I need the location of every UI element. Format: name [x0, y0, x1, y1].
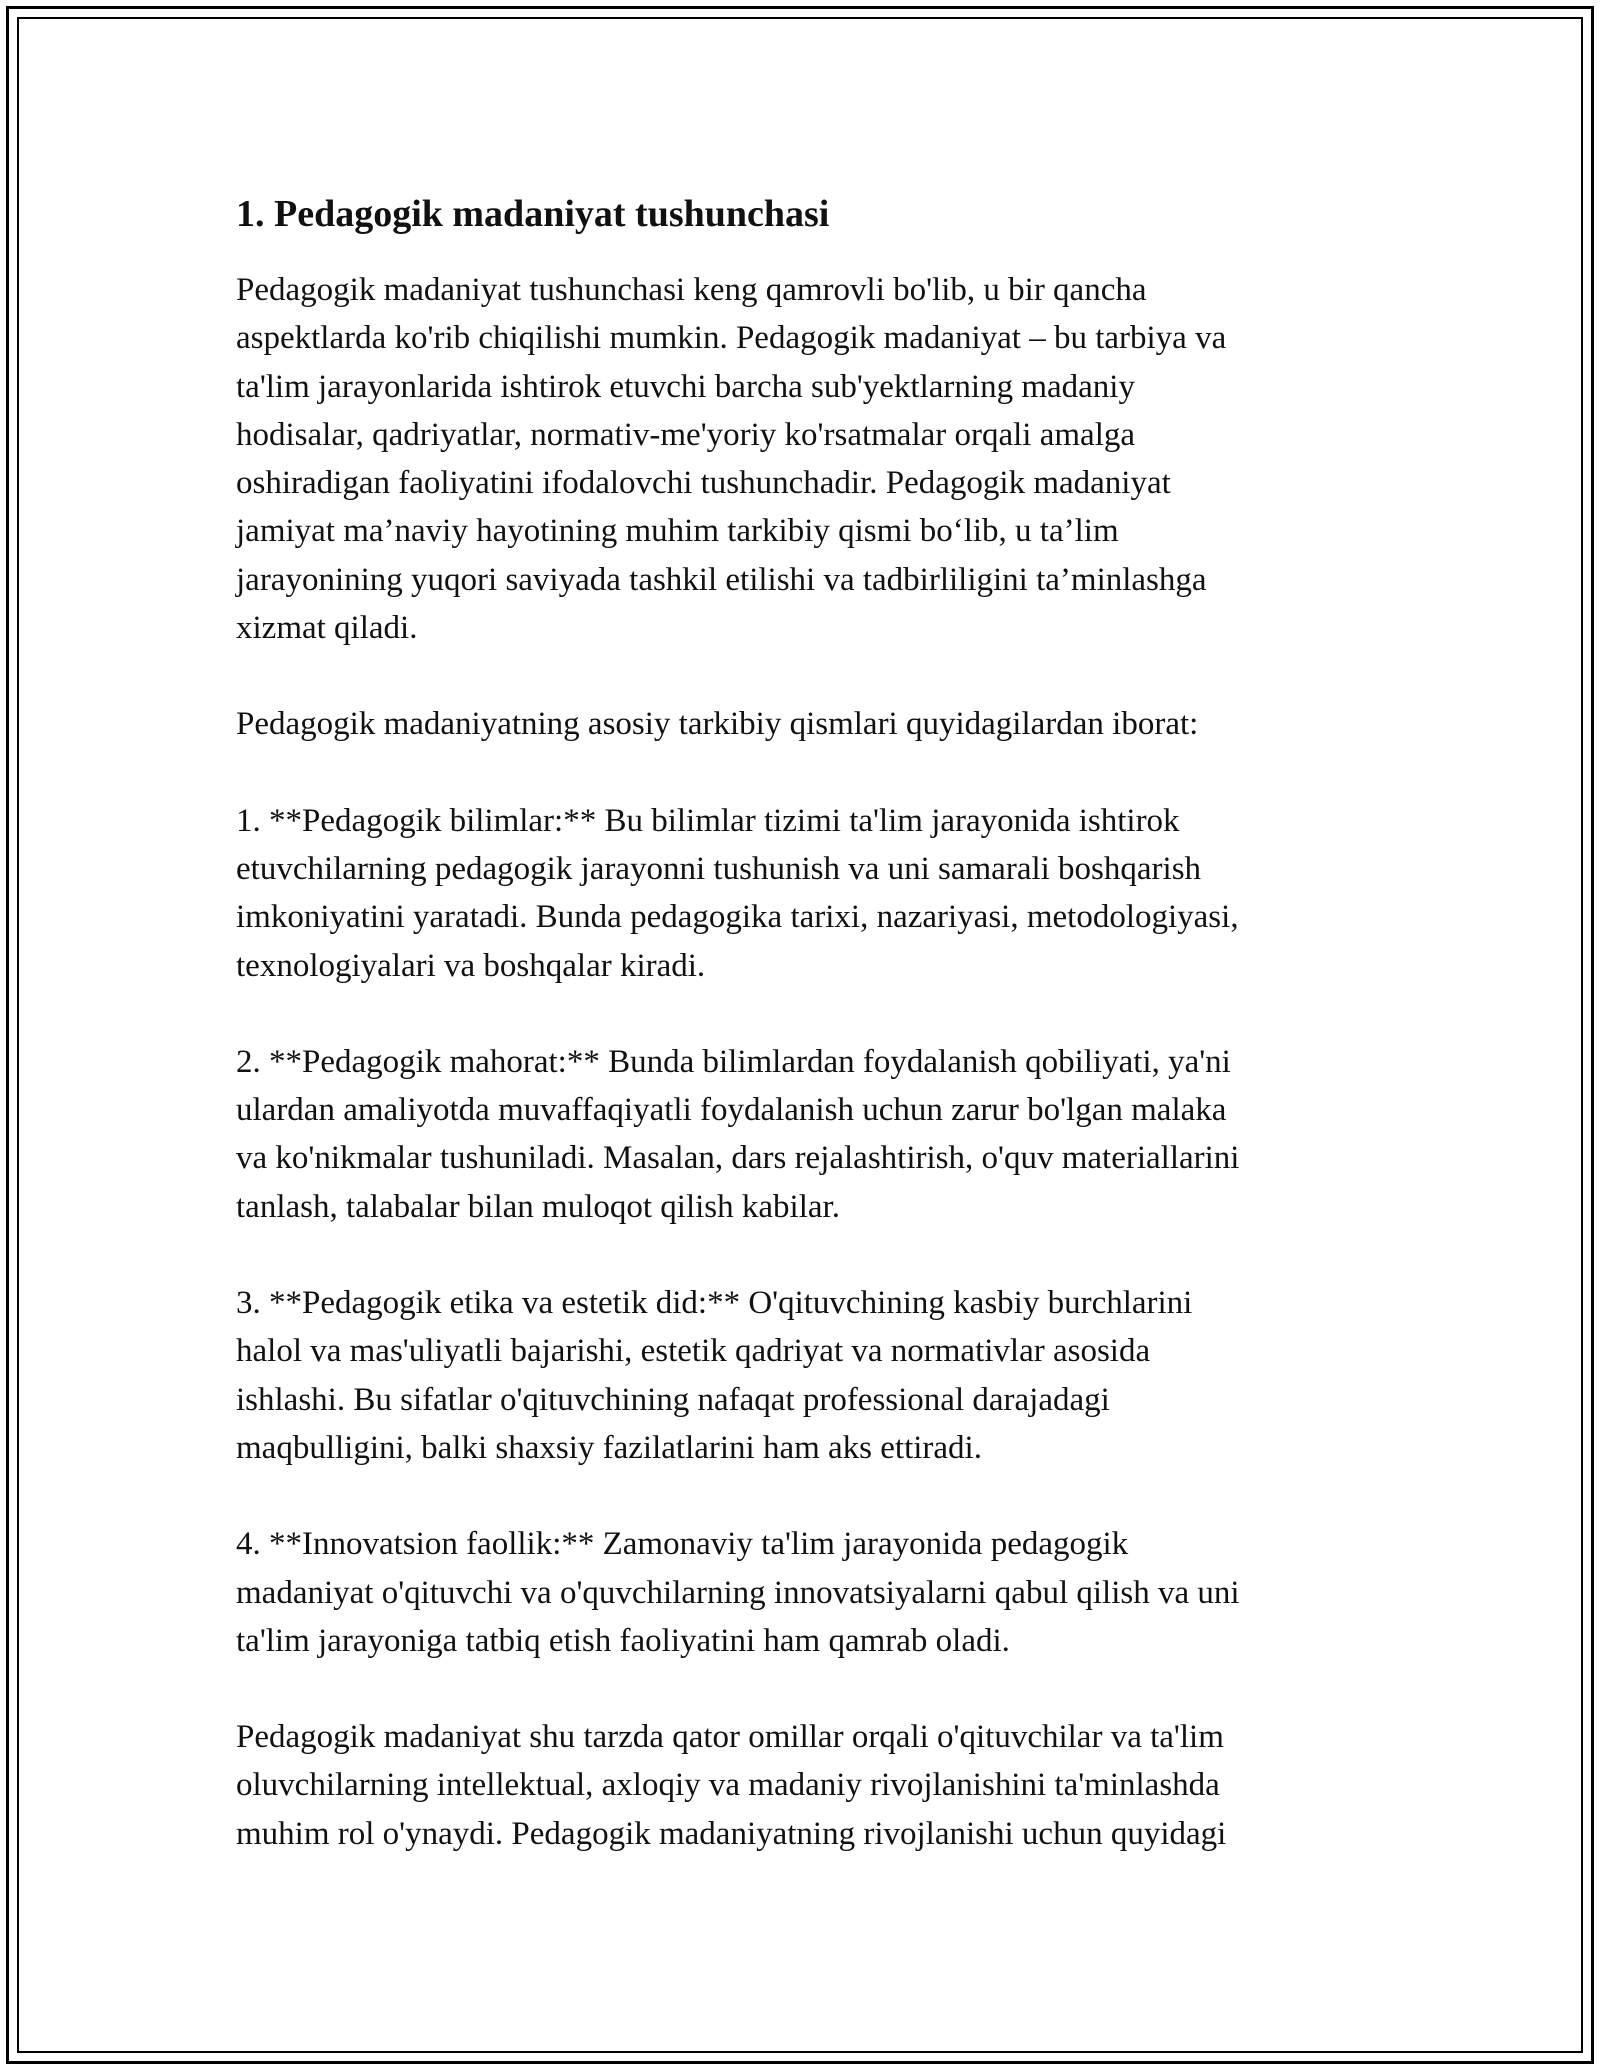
intro-paragraph: Pedagogik madaniyat tushunchasi keng qamrovli bo'lib, u bir qancha aspektlarda ko'rib chiqilishi mumkin. Pedagogik madaniyat – bu tarbiya va ta'lim jarayonlarida ishtirok etuvchi barcha sub'yektlarning madaniy hodisalar, qadriyatlar, normativ-me'yoriy ko'rsatmalar orqali amalga oshiradigan faoliyatini ifodalovchi tushunchadir. Pedagogik madaniyat jamiyat ma’naviy hayotining muhim tarkibiy qismi bo‘lib, u ta’lim jarayonining yuqori saviyada tashkil etilishi va tadbirliligini ta’minlashga xizmat qiladi. — [236, 272, 1227, 647]
components-intro-paragraph: Pedagogik madaniyatning asosiy tarkibiy qismlari quyidagilardan iborat: — [236, 706, 1199, 743]
list-item-innovative-activity: 4. **Innovatsion faollik:** Zamonaviy ta'lim jarayonida pedagogik madaniyat o'qituvchi va o'quvchilarning innovatsiyalarni qabul qilish va uni ta'lim jarayoniga tatbiq etish faoliyatini ham qamrab oladi. — [236, 1526, 1240, 1659]
list-item-ethics-aesthetics: 3. **Pedagogik etika va estetik did:** O'qituvchining kasbiy burchlarini halol va mas'uliyatli bajarishi, estetik qadriyat va normativlar asosida ishlashi. Bu sifatlar o'qituvchining nafaqat professional darajadagi maqbulligini, balki shaxsiy fazilatlarini ham aks ettiradi. — [236, 1285, 1193, 1466]
list-item-pedagogical-skill: 2. **Pedagogik mahorat:** Bunda bilimlardan foydalanish qobiliyati, ya'ni ulardan amaliyotda muvaffaqiyatli foydalanish uchun zarur bo'lgan malaka va ko'nikmalar tushuniladi. Masalan, dars rejalashtirish, o'quv materiallarini tanlash, talabalar bilan muloqot qilish kabilar. — [236, 1043, 1240, 1225]
list-item-pedagogical-knowledge: 1. **Pedagogik bilimlar:** Bu bilimlar tizimi ta'lim jarayonida ishtirok etuvchilarning pedagogik jarayonni tushunish va uni samarali boshqarish imkoniyatini yaratadi. Bunda pedagogika tarixi, nazariyasi, metodologiyasi, texnologiyalari va boshqalar kiradi. — [236, 802, 1239, 984]
document-body — [236, 186, 1376, 1858]
conclusion-paragraph: Pedagogik madaniyat shu tarzda qator omillar orqali o'qituvchilar va ta'lim oluvchilarning intellektual, axloqiy va madaniy rivojlanishini ta'minlashda muhim rol o'ynaydi. Pedagogik madaniyatning rivojlanishi uchun quyidagi — [236, 1719, 1227, 1852]
section-heading: 1. Pedagogik madaniyat tushunchasi — [236, 193, 830, 235]
